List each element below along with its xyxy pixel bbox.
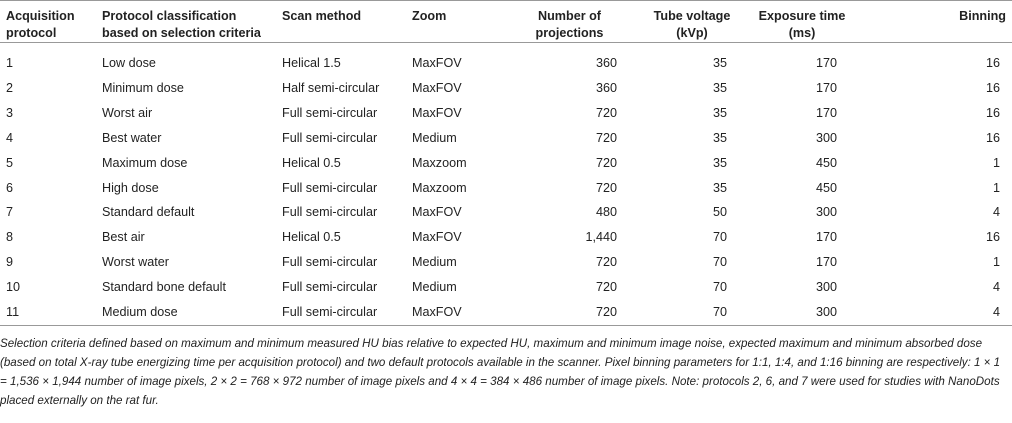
cell-exposure-time: 300 <box>815 205 837 220</box>
cell-zoom: Maxzoom <box>412 155 467 170</box>
header-acquisition-protocol: Acquisition protocol <box>0 1 96 43</box>
cell-zoom: MaxFOV <box>406 300 502 325</box>
cell-tube-voltage: 35 <box>712 155 727 170</box>
cell-classification: Minimum dose <box>102 80 184 95</box>
cell-projections: 480 <box>595 205 617 220</box>
cell-classification: Worst water <box>102 255 169 270</box>
table-row <box>0 225 1012 250</box>
cell-binning: 1 <box>992 155 1000 170</box>
cell-exposure-time: 450 <box>815 155 837 170</box>
cell-tube-voltage: 70 <box>712 255 727 270</box>
cell-exposure-time: 300 <box>747 300 857 325</box>
table-body <box>0 43 1012 326</box>
cell-scan-method: Full semi-circular <box>282 130 378 145</box>
header-tube-voltage: Tube voltage (kVp) <box>637 1 747 43</box>
cell-protocol-id: 1 <box>6 56 14 70</box>
cell-tube-voltage: 35 <box>712 130 727 145</box>
cell-protocol-id: 3 <box>6 105 14 120</box>
cell-exposure-time: 170 <box>815 255 837 270</box>
cell-protocol-id: 2 <box>6 80 14 95</box>
cell-projections: 720 <box>595 105 617 120</box>
cell-scan-method: Full semi-circular <box>282 180 378 195</box>
table-row <box>0 176 1012 201</box>
header-binning: Binning <box>857 1 1012 43</box>
cell-zoom: MaxFOV <box>412 230 462 245</box>
cell-scan-method: Full semi-circular <box>282 280 378 295</box>
cell-projections: 720 <box>595 130 617 145</box>
table-row <box>0 275 1012 300</box>
cell-projections: 720 <box>595 155 617 170</box>
header-number-of-projections: Number of projections <box>502 1 637 43</box>
cell-binning: 4 <box>992 280 1000 295</box>
table-row <box>0 250 1012 275</box>
table-row <box>0 126 1012 151</box>
cell-tube-voltage: 70 <box>712 230 727 245</box>
cell-zoom: Maxzoom <box>412 180 467 195</box>
cell-binning: 1 <box>992 255 1000 270</box>
table-header <box>0 1 1012 43</box>
cell-exposure-time: 170 <box>815 230 837 245</box>
header-exposure-time: Exposure time (ms) <box>747 1 857 43</box>
cell-projections: 720 <box>595 280 617 295</box>
cell-scan-method: Helical 0.5 <box>282 230 341 245</box>
cell-tube-voltage: 50 <box>712 205 727 220</box>
cell-projections: 1,440 <box>585 230 617 245</box>
cell-binning: 1 <box>992 180 1000 195</box>
cell-classification: Standard bone default <box>102 280 226 295</box>
cell-classification: High dose <box>102 180 159 195</box>
cell-zoom: Medium <box>412 255 457 270</box>
cell-scan-method: Helical 0.5 <box>282 155 341 170</box>
table-row <box>0 151 1012 176</box>
cell-exposure-time: 450 <box>815 180 837 195</box>
cell-scan-method: Helical 1.5 <box>282 56 341 70</box>
cell-tube-voltage: 35 <box>712 80 727 95</box>
cell-projections: 720 <box>502 300 637 325</box>
cell-classification: Medium dose <box>96 300 276 325</box>
cell-binning: 16 <box>985 80 1000 95</box>
cell-classification: Standard default <box>102 205 195 220</box>
cell-protocol-id: 11 <box>0 300 96 325</box>
cell-binning: 4 <box>857 300 1012 325</box>
cell-classification: Best water <box>102 130 162 145</box>
cell-protocol-id: 8 <box>6 230 14 245</box>
cell-protocol-id: 5 <box>6 155 14 170</box>
cell-tube-voltage: 35 <box>712 56 727 70</box>
cell-tube-voltage: 70 <box>637 300 747 325</box>
cell-protocol-id: 6 <box>6 180 14 195</box>
table-row <box>0 200 1012 225</box>
cell-binning: 16 <box>985 130 1000 145</box>
cell-projections: 360 <box>595 56 617 70</box>
cell-binning: 4 <box>992 205 1000 220</box>
cell-projections: 720 <box>595 180 617 195</box>
cell-zoom: MaxFOV <box>412 80 462 95</box>
cell-zoom: Medium <box>412 130 457 145</box>
cell-scan-method: Full semi-circular <box>282 255 378 270</box>
cell-exposure-time: 170 <box>815 80 837 95</box>
cell-zoom: MaxFOV <box>412 56 462 70</box>
cell-classification: Maximum dose <box>102 155 188 170</box>
cell-binning: 16 <box>985 105 1000 120</box>
cell-exposure-time: 300 <box>815 130 837 145</box>
header-protocol-classification: Protocol classification based on selection criteria <box>96 1 276 43</box>
table-row <box>0 76 1012 101</box>
header-row <box>0 1 1012 43</box>
cell-exposure-time: 170 <box>815 105 837 120</box>
cell-projections: 720 <box>595 255 617 270</box>
cell-tube-voltage: 35 <box>712 180 727 195</box>
table-row <box>0 101 1012 126</box>
cell-exposure-time: 300 <box>815 280 837 295</box>
cell-classification: Low dose <box>102 56 156 70</box>
cell-protocol-id: 4 <box>6 130 14 145</box>
cell-protocol-id: 7 <box>6 205 14 220</box>
cell-zoom: MaxFOV <box>412 205 462 220</box>
cell-tube-voltage: 35 <box>712 105 727 120</box>
cell-scan-method: Full semi-circular <box>282 205 378 220</box>
cell-zoom: MaxFOV <box>412 105 462 120</box>
header-zoom: Zoom <box>406 1 502 43</box>
cell-protocol-id: 10 <box>6 280 21 295</box>
table-row <box>0 300 1012 325</box>
cell-classification: Best air <box>102 230 145 245</box>
cell-zoom: Medium <box>412 280 457 295</box>
cell-exposure-time: 170 <box>815 56 837 70</box>
cell-binning: 16 <box>985 230 1000 245</box>
cell-binning: 16 <box>985 56 1000 70</box>
cell-projections: 360 <box>595 80 617 95</box>
table-footnote: Selection criteria defined based on maximum and minimum measured HU bias relative to expected HU, maximum and minimum image noise, expected maximum and minimum absorbed dose (based on total X-ray tube energizing time per acquisition protocol) and two default protocols available in the scanner. Pixel binning parameters for 1:1, 1:4, and 1:16 binning are respectively: 1 × 1 = 1,536 × 1,944 number of image pixels, 2 × 2 = 768 × 972 number of image pixels and 4 × 4 = 384 × 486 number of image pixels. Note: protocols 2, 6, and 7 were used for studies with NanoDots placed externally on the rat fur. <box>0 336 1001 407</box>
cell-classification: Worst air <box>102 105 153 120</box>
cell-protocol-id: 9 <box>6 255 14 270</box>
cell-tube-voltage: 70 <box>712 280 727 295</box>
cell-scan-method: Full semi-circular <box>276 300 406 325</box>
table-row <box>0 43 1012 76</box>
cell-scan-method: Half semi-circular <box>282 80 380 95</box>
cell-scan-method: Full semi-circular <box>282 105 378 120</box>
header-scan-method: Scan method <box>276 1 406 43</box>
